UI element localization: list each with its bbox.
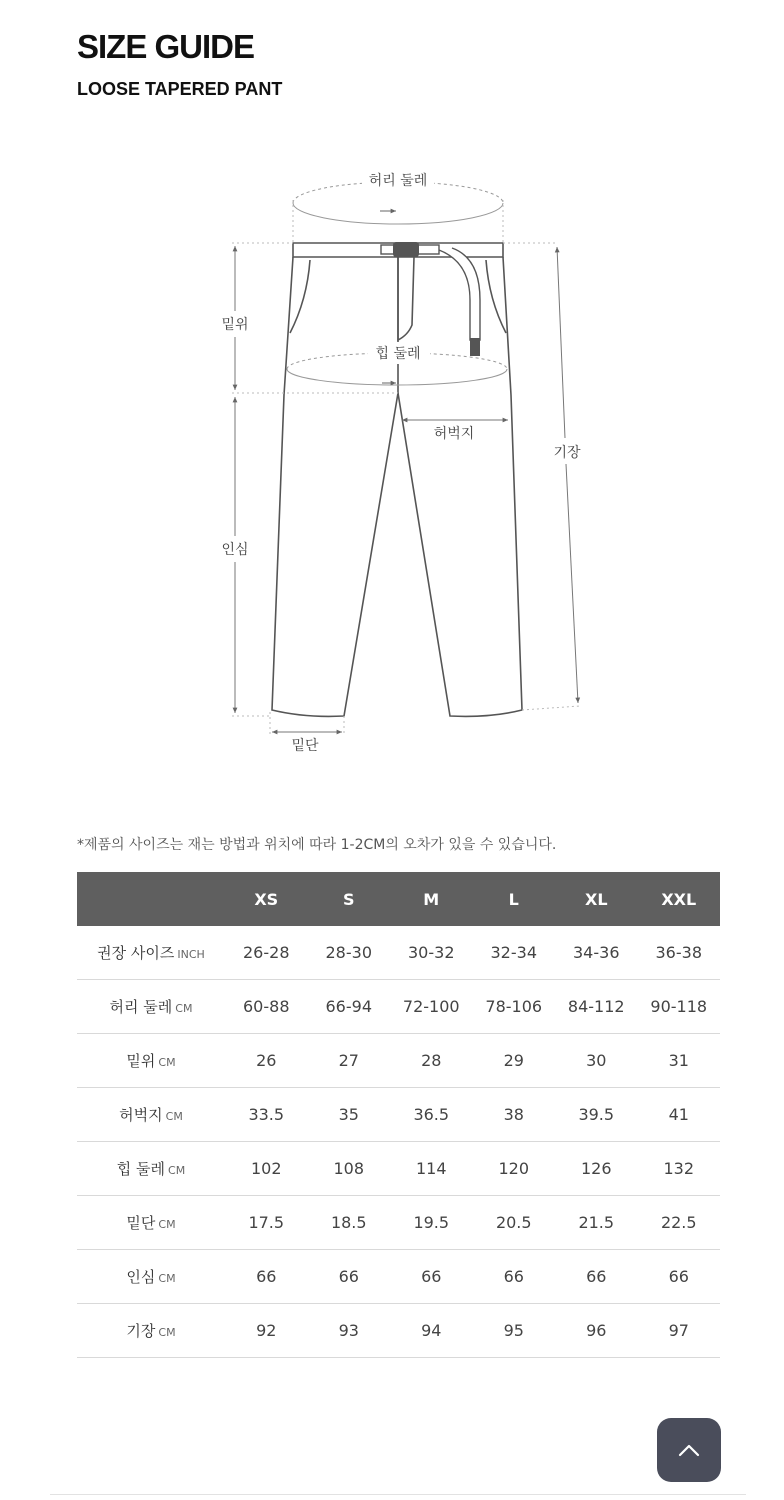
row-label: 힙 둘레 CM <box>77 1142 225 1196</box>
table-cell: 19.5 <box>390 1196 473 1250</box>
table-cell: 26-28 <box>225 926 308 980</box>
table-cell: 66 <box>225 1250 308 1304</box>
table-cell: 97 <box>638 1304 721 1358</box>
table-cell: 28-30 <box>308 926 391 980</box>
page-title: SIZE GUIDE <box>77 28 255 65</box>
table-cell: 95 <box>473 1304 556 1358</box>
table-cell: 27 <box>308 1034 391 1088</box>
table-cell: 92 <box>225 1304 308 1358</box>
hem-measure <box>270 712 344 754</box>
table-cell: 20.5 <box>473 1196 556 1250</box>
header-cell <box>77 872 225 926</box>
label-hip: 힙 둘레 <box>375 346 421 362</box>
table-cell: 36-38 <box>638 926 721 980</box>
table-cell: 66 <box>473 1250 556 1304</box>
row-label: 기장 CM <box>77 1304 225 1358</box>
thigh-measure <box>402 420 508 442</box>
table-cell: 17.5 <box>225 1196 308 1250</box>
header-cell: XL <box>555 872 638 926</box>
header-cell: L <box>473 872 556 926</box>
table-row <box>77 1196 720 1250</box>
table-row <box>77 980 720 1034</box>
divider <box>50 1494 746 1495</box>
row-label: 밑위 CM <box>77 1034 225 1088</box>
table-cell: 33.5 <box>225 1088 308 1142</box>
table-cell: 108 <box>308 1142 391 1196</box>
table-cell: 96 <box>555 1304 638 1358</box>
table-cell: 126 <box>555 1142 638 1196</box>
table-cell: 30-32 <box>390 926 473 980</box>
row-label: 밑단 CM <box>77 1196 225 1250</box>
table-cell: 41 <box>638 1088 721 1142</box>
table-cell: 132 <box>638 1142 721 1196</box>
table-cell: 28 <box>390 1034 473 1088</box>
table-row <box>77 1304 720 1358</box>
table-cell: 32-34 <box>473 926 556 980</box>
belt-buckle <box>381 242 439 257</box>
label-hem: 밑단 <box>291 738 319 754</box>
table-cell: 38 <box>473 1088 556 1142</box>
scroll-to-top-button[interactable] <box>657 1418 721 1482</box>
table-cell: 66 <box>638 1250 721 1304</box>
belt-strap <box>439 248 480 340</box>
table-cell: 102 <box>225 1142 308 1196</box>
table-row <box>77 1034 720 1088</box>
label-thigh: 허벅지 <box>433 426 475 442</box>
table-cell: 35 <box>308 1088 391 1142</box>
table-cell: 66 <box>390 1250 473 1304</box>
table-cell: 34-36 <box>555 926 638 980</box>
table-cell: 66-94 <box>308 980 391 1034</box>
table-cell: 90-118 <box>638 980 721 1034</box>
row-label: 인심 CM <box>77 1250 225 1304</box>
table-row <box>77 1142 720 1196</box>
row-label: 허리 둘레 CM <box>77 980 225 1034</box>
table-cell: 84-112 <box>555 980 638 1034</box>
belt-tip <box>470 338 480 356</box>
table-cell: 29 <box>473 1034 556 1088</box>
table-cell: 120 <box>473 1142 556 1196</box>
table-cell: 60-88 <box>225 980 308 1034</box>
pants-outline <box>272 243 522 716</box>
label-rise: 밑위 <box>221 317 249 333</box>
row-label: 권장 사이즈 INCH <box>77 926 225 980</box>
table-cell: 66 <box>555 1250 638 1304</box>
length-measure <box>503 243 581 710</box>
table-row <box>77 926 720 980</box>
table-cell: 22.5 <box>638 1196 721 1250</box>
header-cell: S <box>308 872 391 926</box>
inseam-measure <box>221 397 272 716</box>
product-name: LOOSE TAPERED PANT <box>77 79 283 99</box>
size-table <box>77 872 720 1358</box>
table-row <box>77 1250 720 1304</box>
size-table-header <box>77 872 720 926</box>
table-cell: 94 <box>390 1304 473 1358</box>
measurement-note: *제품의 사이즈는 재는 방법과 위치에 따라 1-2CM의 오차가 있을 수 있습니다. <box>77 837 557 853</box>
table-cell: 66 <box>308 1250 391 1304</box>
table-cell: 21.5 <box>555 1196 638 1250</box>
header-cell: XXL <box>638 872 721 926</box>
table-cell: 30 <box>555 1034 638 1088</box>
label-waist: 허리 둘레 <box>368 173 428 189</box>
table-cell: 26 <box>225 1034 308 1088</box>
header-cell: XS <box>225 872 308 926</box>
table-cell: 93 <box>308 1304 391 1358</box>
pants-measurement-diagram <box>0 150 784 770</box>
table-cell: 72-100 <box>390 980 473 1034</box>
header-cell: M <box>390 872 473 926</box>
pants-diagram-svg <box>0 150 784 770</box>
table-cell: 31 <box>638 1034 721 1088</box>
table-cell: 36.5 <box>390 1088 473 1142</box>
table-row <box>77 1088 720 1142</box>
table-cell: 39.5 <box>555 1088 638 1142</box>
waist-measure <box>293 169 503 243</box>
table-cell: 78-106 <box>473 980 556 1034</box>
table-cell: 18.5 <box>308 1196 391 1250</box>
table-cell: 114 <box>390 1142 473 1196</box>
label-length: 기장 <box>553 445 581 461</box>
row-label: 허벅지 CM <box>77 1088 225 1142</box>
label-inseam: 인심 <box>221 542 249 558</box>
chevron-up-icon <box>678 1443 700 1457</box>
